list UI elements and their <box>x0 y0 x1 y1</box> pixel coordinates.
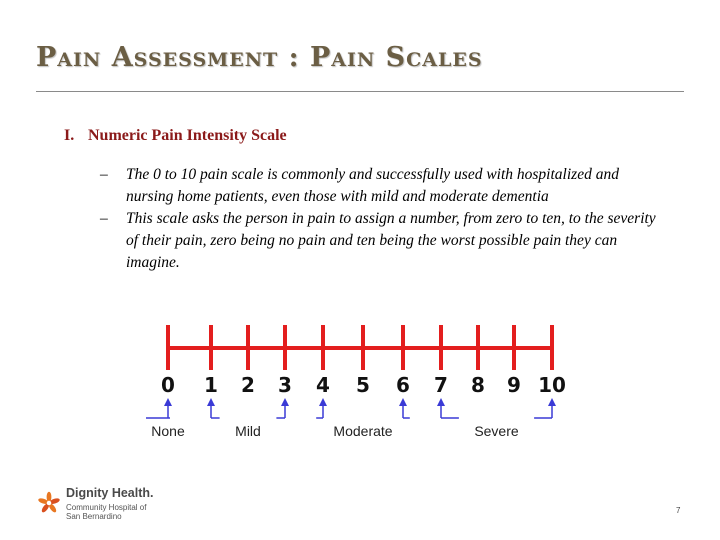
scale-number-5: 5 <box>356 373 370 397</box>
bullet-text: This scale asks the person in pain to assign a number, from zero to ten, to the severity of their pain, zero being no pain and ten being the worst possible pain they can imagine. <box>126 210 656 271</box>
section-number: I. <box>64 127 75 144</box>
bullet-text: The 0 to 10 pain scale is commonly and successfully used with hospitalized and nursing home patients, even those with mild and moderate dementia <box>126 166 619 205</box>
category-mild-arrow-head-0 <box>207 398 215 406</box>
scale-number-3: 3 <box>278 373 292 397</box>
scale-number-7: 7 <box>434 373 448 397</box>
logo-subtitle-line-2: San Bernardino <box>66 512 122 521</box>
bullet-marker: – <box>100 166 108 183</box>
scale-number-10: 10 <box>538 373 566 397</box>
page-number: 7 <box>676 506 681 515</box>
logo-subtitle-line-1: Community Hospital of <box>66 503 147 512</box>
category-mild-arrow-head-1 <box>281 398 289 406</box>
category-label-none: None <box>151 423 185 439</box>
scale-number-8: 8 <box>471 373 485 397</box>
scale-number-2: 2 <box>241 373 255 397</box>
category-label-severe: Severe <box>474 423 519 439</box>
section-title: Numeric Pain Intensity Scale <box>88 127 287 144</box>
logo-name: Dignity Health. <box>66 486 154 500</box>
bullet-marker: – <box>100 210 108 227</box>
scale-number-4: 4 <box>316 373 330 397</box>
category-label-moderate: Moderate <box>333 423 393 439</box>
logo-subtitle <box>66 503 156 521</box>
category-moderate-arrow-head-1 <box>399 398 407 406</box>
scale-number-1: 1 <box>204 373 218 397</box>
category-moderate-arrow-head-0 <box>319 398 327 406</box>
category-none-arrow-head-0 <box>164 398 172 406</box>
scale-number-9: 9 <box>507 373 521 397</box>
scale-number-0: 0 <box>161 373 175 397</box>
dignity-health-logo-icon <box>34 488 64 518</box>
category-label-mild: Mild <box>235 423 261 439</box>
category-severe-arrow-head-1 <box>548 398 556 406</box>
category-severe-arrow-head-0 <box>437 398 445 406</box>
scale-number-6: 6 <box>396 373 410 397</box>
slide-title: Pain Assessment : Pain Scales <box>36 42 483 73</box>
